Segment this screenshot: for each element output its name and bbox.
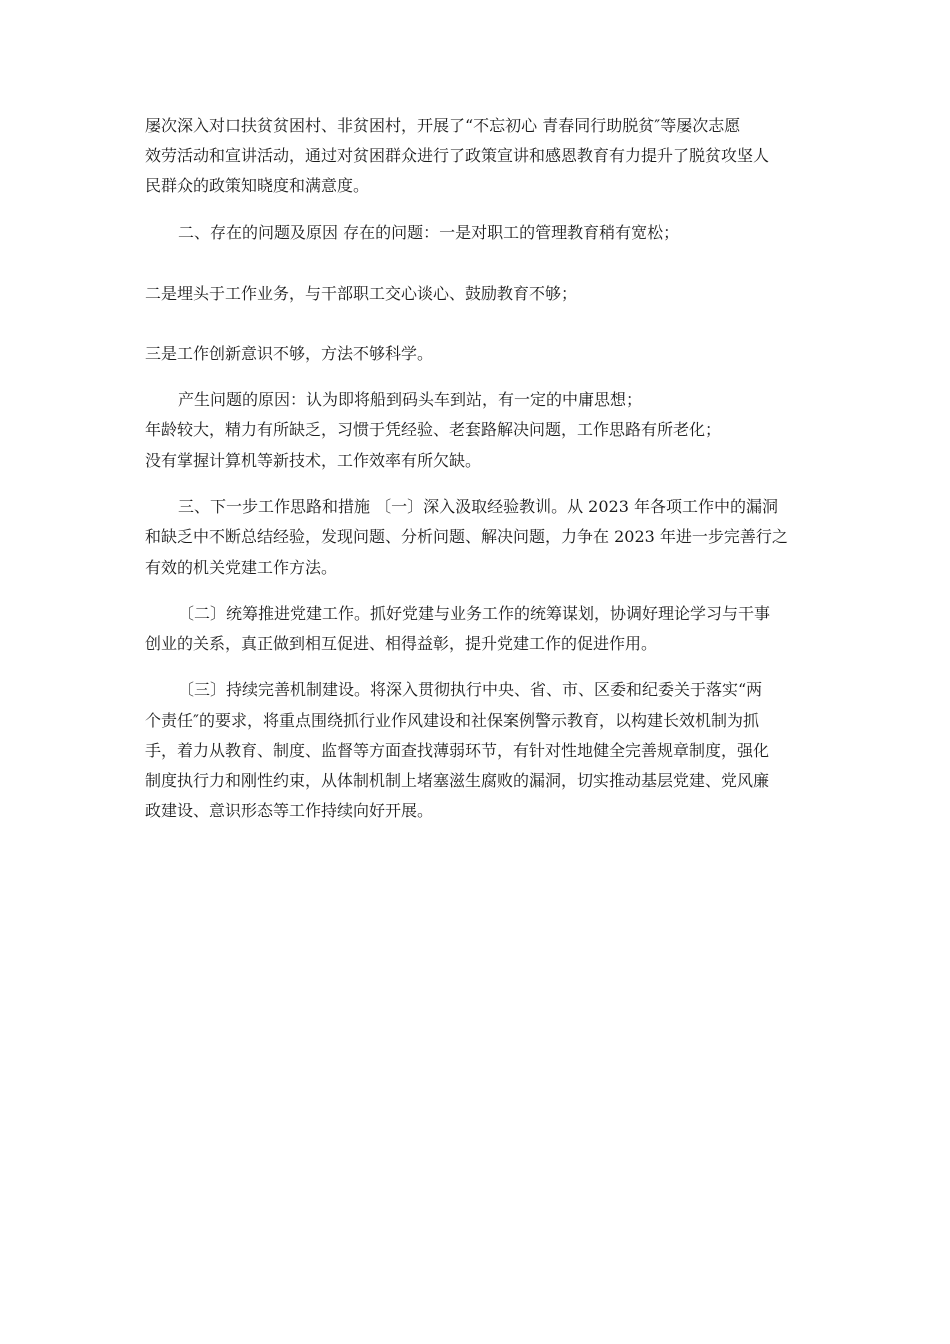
p1-line-3: 民群众的政策知晓度和满意度。 <box>145 176 370 195</box>
cause-line-2: 年龄较大，精力有所缺乏，习惯于凭经验、老套路解决问题，工作思路有所老化； <box>145 420 722 439</box>
cause-line-1: 产生问题的原因：认为即将船到码头车到站，有一定的中庸思想； <box>178 390 643 409</box>
measure-3-line-4: 制度执行力和刚性约束，从体制机制上堵塞滋生腐败的漏洞，切实推动基层党建、党风廉 <box>145 771 770 790</box>
cause-line-3: 没有掌握计算机等新技术，工作效率有所欠缺。 <box>145 451 482 470</box>
section-3-line-1: 三、下一步工作思路和措施 〔一〕深入汲取经验教训。从 2023 年各项工作中的漏洞 <box>178 497 778 516</box>
measure-2-line-1: 〔二〕统筹推进党建工作。抓好党建与业务工作的统筹谋划，协调好理论学习与干事 <box>178 604 771 623</box>
p1-line-2: 效劳活动和宣讲活动，通过对贫困群众进行了政策宣讲和感恩教育有力提升了脱贫攻坚人 <box>145 146 770 165</box>
problem-2-line: 二是埋头于工作业务，与干部职工交心谈心、鼓励教育不够； <box>145 284 578 303</box>
section-3-line-3: 有效的机关党建工作方法。 <box>145 558 338 577</box>
measure-3-line-3: 手，着力从教育、制度、监督等方面查找薄弱环节，有针对性地健全完善规章制度，强化 <box>145 741 770 760</box>
measure-3-line-2: 个责任″的要求，将重点围绕抓行业作风建设和社保案例警示教育，以构建长效机制为抓 <box>145 711 759 730</box>
measure-2-line-2: 创业的关系，真正做到相互促进、相得益彰，提升党建工作的促进作用。 <box>145 634 658 653</box>
section-2-heading: 二、存在的问题及原因 存在的问题：一是对职工的管理教育稍有宽松； <box>178 223 680 242</box>
measure-3-line-1: 〔三〕持续完善机制建设。将深入贯彻执行中央、省、市、区委和纪委关于落实“两 <box>178 680 763 699</box>
measure-3-line-5: 政建设、意识形态等工作持续向好开展。 <box>145 801 434 820</box>
section-3-line-2: 和缺乏中不断总结经验，发现问题、分析问题、解决问题，力争在 2023 年进一步完善行之 <box>145 527 788 546</box>
p1-line-1: 屡次深入对口扶贫贫困村、非贫困村，开展了“不忘初心 青春同行助脱贫″等屡次志愿 <box>145 116 741 135</box>
problem-3-line: 三是工作创新意识不够，方法不够科学。 <box>145 344 434 363</box>
